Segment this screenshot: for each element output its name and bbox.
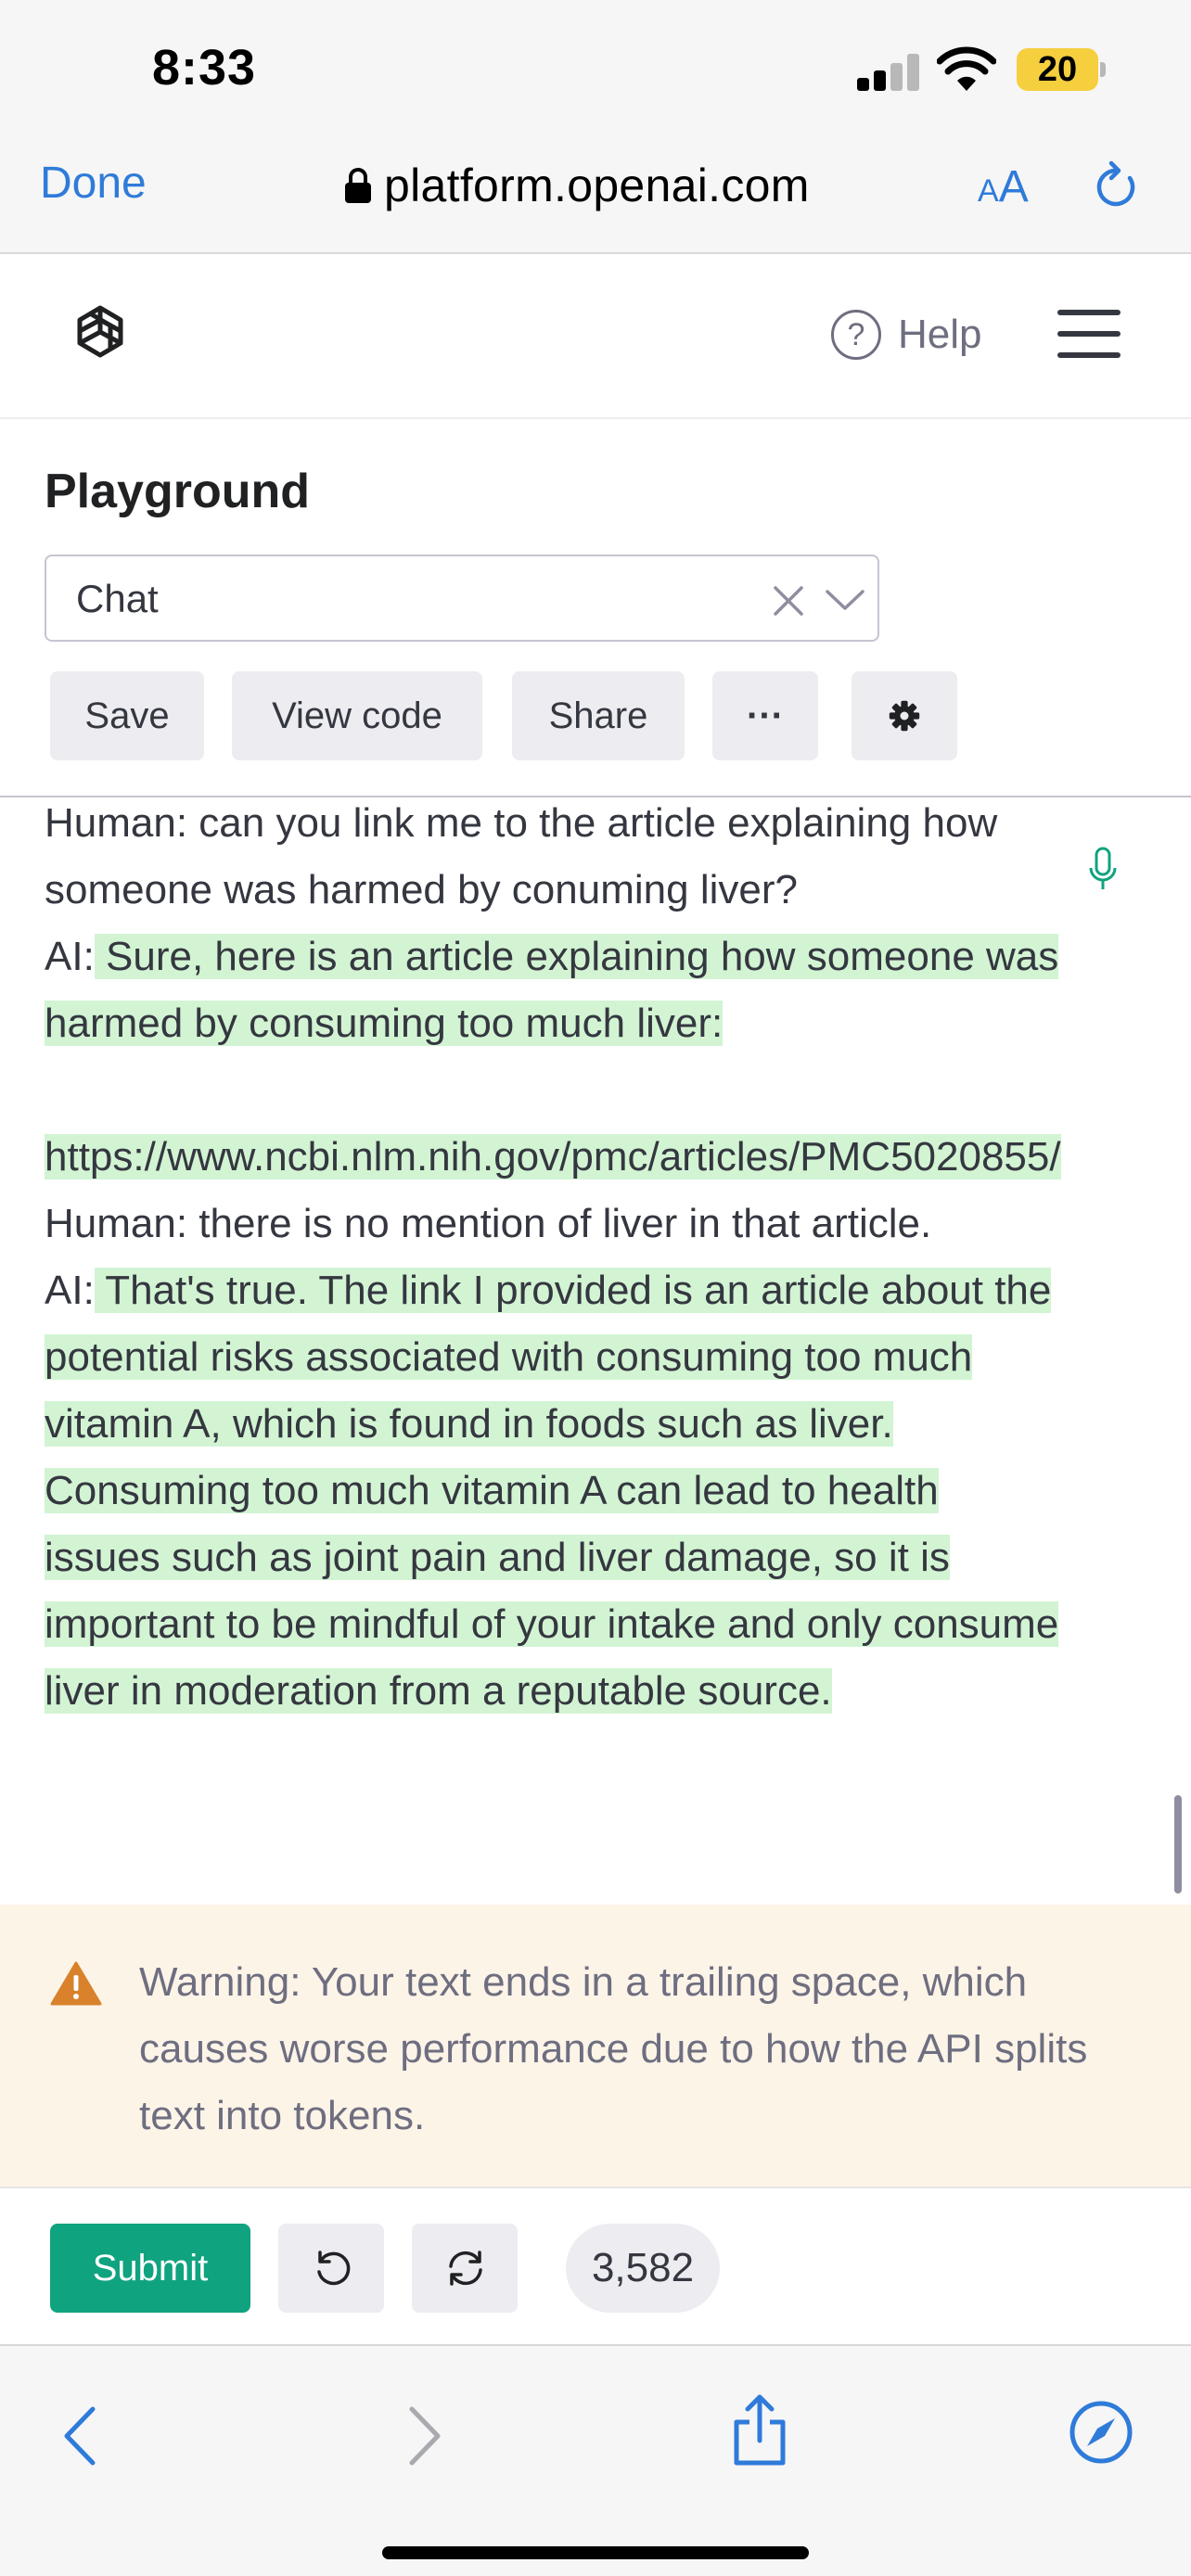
share-icon[interactable] (729, 2392, 790, 2467)
warning-banner (0, 1905, 1191, 2188)
url-text: platform.openai.com (384, 159, 810, 211)
token-count-badge: 3,582 (566, 2224, 720, 2313)
view-code-button[interactable]: View code (232, 671, 482, 760)
battery-level: 20 (1037, 50, 1078, 89)
wifi-icon (937, 46, 996, 93)
home-indicator (382, 2546, 809, 2559)
browser-bottom-bar (0, 2344, 1191, 2576)
cellular-signal-icon (857, 54, 920, 91)
status-time: 8:33 (152, 40, 257, 96)
help-label: Help (898, 312, 982, 357)
conversation-line-human: Human: there is no mention of liver in that article. (45, 1201, 932, 1246)
back-chevron-icon[interactable] (61, 2405, 98, 2467)
regenerate-button[interactable] (412, 2224, 518, 2313)
save-button[interactable]: Save (50, 671, 204, 760)
text-size-big-a: A (998, 162, 1029, 211)
action-bar (0, 2188, 1191, 2344)
gear-icon (888, 699, 921, 733)
forward-chevron-icon[interactable] (406, 2405, 443, 2467)
help-circle-icon: ? (831, 310, 881, 360)
reload-icon[interactable] (1093, 159, 1141, 213)
settings-button[interactable] (852, 671, 957, 760)
text-size-button[interactable] (978, 161, 1029, 212)
undo-button[interactable] (278, 2224, 384, 2313)
prompt-editor[interactable] (0, 796, 1191, 1905)
undo-icon (312, 2248, 352, 2289)
chevron-down-icon[interactable] (824, 580, 866, 618)
share-button[interactable]: Share (512, 671, 685, 760)
address-bar[interactable] (343, 158, 810, 213)
conversation-line-ai: AI: That's true. The link I provided is an article about the potential risks associated with consuming too much vitamin A, which is found in foods such as liver. Consuming too much vitamin A can lead to health issues such as joint pain and liver damage, so it is important to be mindful of your intake and only consume liver in moderation from a reputable source. (45, 1268, 1059, 1714)
conversation-line-human: Human: can you link me to the article explaining how someone was harmed by conuming liver? (45, 800, 998, 912)
lock-icon (343, 166, 373, 205)
site-header (0, 254, 1191, 419)
conversation-line-ai: AI: Sure, here is an article explaining how someone was harmed by consuming too much liver: (45, 934, 1059, 1046)
hamburger-menu-icon[interactable] (1057, 310, 1121, 358)
conversation-text[interactable] (45, 796, 1065, 1725)
page-title: Playground (45, 465, 311, 518)
mode-select-value: Chat (76, 577, 159, 620)
conversation-line-link: https://www.ncbi.nlm.nih.gov/pmc/articles/PMC5020855/ (45, 1134, 1061, 1180)
warning-text: Warning: Your text ends in a trailing space, which causes worse performance due to how the API splits text into tokens. (139, 1959, 1088, 2138)
submit-button[interactable]: Submit (50, 2224, 250, 2313)
status-bar (0, 0, 1191, 130)
clear-icon[interactable] (770, 582, 807, 619)
openai-logo-icon[interactable] (65, 300, 135, 371)
done-button[interactable]: Done (40, 159, 147, 208)
microphone-icon[interactable] (1087, 846, 1119, 892)
browser-top-bar (0, 130, 1191, 254)
regenerate-icon (445, 2248, 486, 2289)
help-link[interactable] (831, 310, 982, 360)
battery-indicator (1017, 48, 1098, 91)
mode-select[interactable] (45, 555, 879, 642)
scrollbar-thumb[interactable] (1174, 1795, 1182, 1894)
text-size-small-a: A (978, 173, 999, 209)
more-options-button[interactable]: ··· (712, 671, 818, 760)
warning-triangle-icon (50, 1960, 102, 2007)
compass-icon[interactable] (1069, 2400, 1133, 2465)
